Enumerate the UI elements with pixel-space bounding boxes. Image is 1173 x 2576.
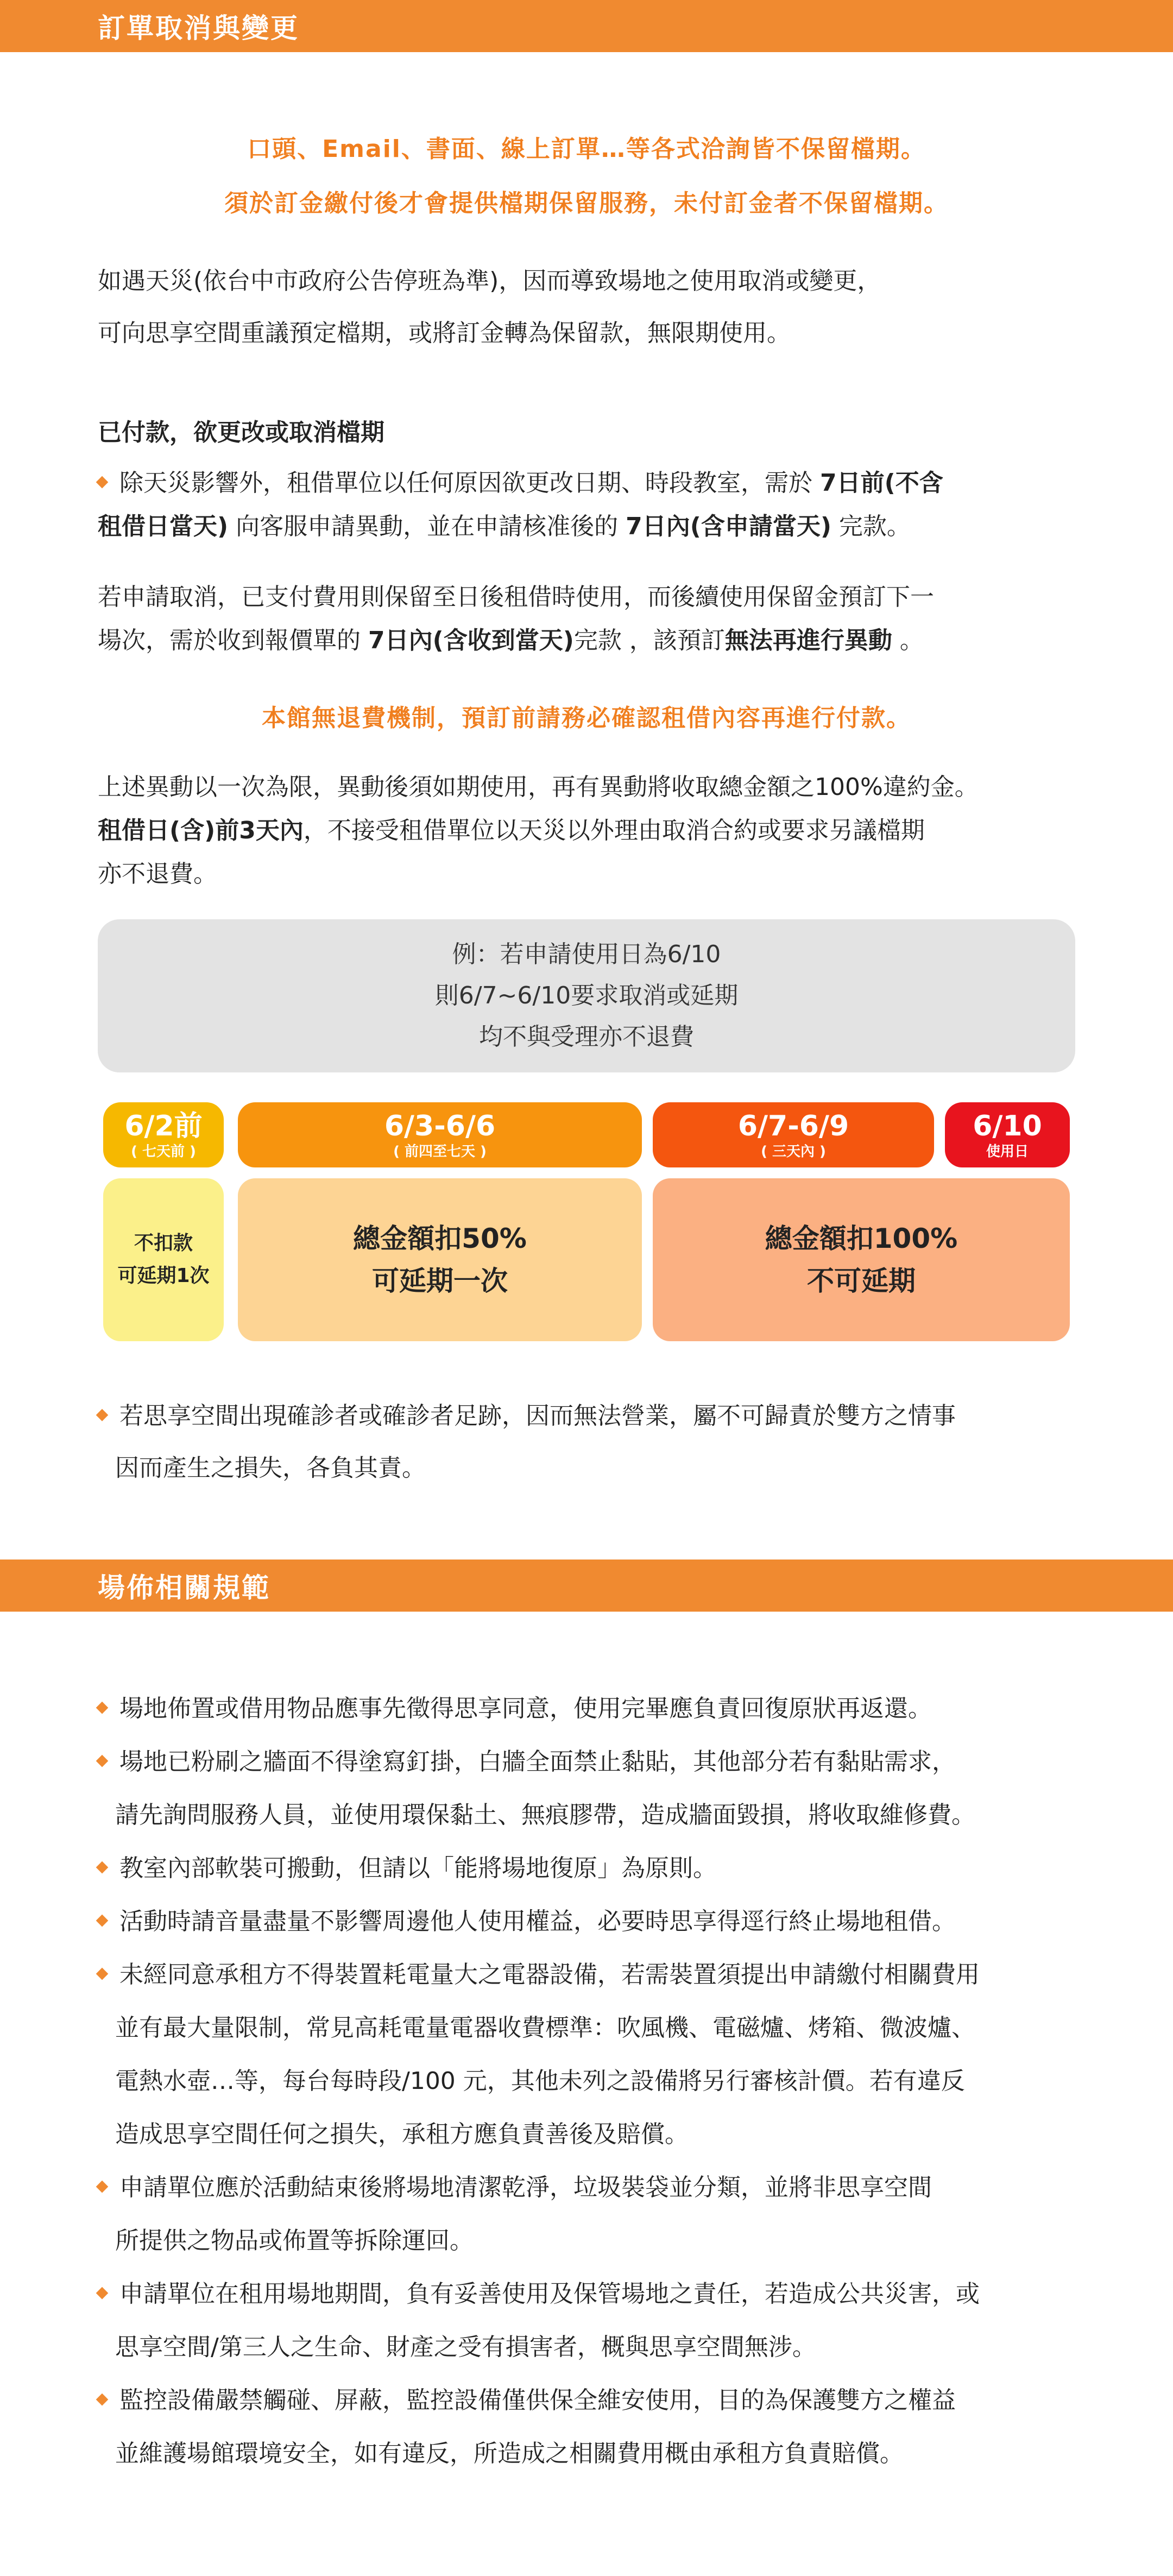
penalty-box (238, 1178, 642, 1341)
timeline-date: 6/7-6/9 (737, 1110, 849, 1142)
section-title: 場佈相關規範 (98, 1572, 270, 1603)
rules-list (98, 1682, 1140, 2480)
rule-line: 並有最大量限制，常見高耗電量電器收費標準：吹風機、電磁爐、烤箱、微波爐、 (115, 2014, 975, 2042)
text-run: ，不接受租借單位以天災以外理由取消合約或要求另議檔期 (303, 817, 925, 844)
paid-heading: 已付款，欲更改或取消檔期 (98, 419, 384, 446)
rule-item (98, 1682, 1140, 1735)
bold-run: 租借日當天) (98, 513, 229, 540)
diamond-bullet-icon (96, 1968, 109, 1980)
text-run: 除天災影響外，租借單位以任何原因欲更改日期、時段教室，需於 (119, 469, 820, 497)
rule-line: 場地已粉刷之牆面不得塗寫釘掛，白牆全面禁止黏貼，其他部分若有黏貼需求， (119, 1748, 956, 1776)
rule-line: 監控設備嚴禁觸碰、屏蔽，監控設備僅供保全維安使用，目的為保護雙方之權益 (119, 2386, 956, 2414)
cancel-paragraph (98, 576, 1130, 662)
text-run: 上述異動以一次為限，異動後須如期使用，再有異動將收取總金額之100%違約金。 (98, 773, 979, 801)
rule-item (98, 2374, 1140, 2480)
change-paragraph (98, 462, 1130, 548)
penalty-box (653, 1178, 1070, 1341)
diamond-bullet-icon (96, 1861, 109, 1874)
text-run: 若申請取消，已支付費用則保留至日後租借時使用，而後續使用保留金預訂下一 (98, 583, 934, 611)
example-line: 例：若申請使用日為6/10 (452, 940, 721, 968)
bold-run: 無法再進行異動 (724, 627, 892, 654)
diamond-bullet-icon (96, 476, 109, 489)
rule-line: 未經同意承租方不得裝置耗電量大之電器設備，若需裝置須提出申請繳付相關費用 (119, 1961, 980, 1988)
rule-item (98, 2268, 1140, 2374)
text-run: 完款。 (831, 513, 911, 540)
penalty-line: 總金額扣100% (765, 1223, 958, 1254)
diamond-bullet-icon (96, 1915, 109, 1927)
text-run: 。 (892, 627, 924, 654)
timeline-pill (103, 1102, 224, 1167)
diamond-bullet-icon (96, 2287, 109, 2300)
rule-line: 電熱水壺…等，每台每時段/100 元，其他未列之設備將另行審核計價。若有違反 (115, 2067, 965, 2095)
timeline-sub: 使用日 (986, 1144, 1029, 1160)
rule-item (98, 1948, 1140, 2161)
intro-line: 可向思享空間重議預定檔期，或將訂金轉為保留款，無限期使用。 (98, 319, 791, 347)
diamond-bullet-icon (96, 2181, 109, 2193)
notice-no-refund: 本館無退費機制，預訂前請務必確認租借內容再進行付款。 (262, 704, 911, 732)
rule-line: 申請單位在租用場地期間，負有妥善使用及保管場地之責任，若造成公共災害，或 (119, 2280, 980, 2308)
intro-line: 如遇天災(依台中市政府公告停班為準)，因而導致場地之使用取消或變更， (98, 267, 881, 295)
rule-line: 申請單位應於活動結束後將場地清潔乾淨，垃圾裝袋並分類，並將非思享空間 (119, 2174, 932, 2201)
example-line: 均不與受理亦不退費 (479, 1023, 694, 1051)
covid-paragraph (98, 1390, 1130, 1494)
timeline-sub: ( 七天前 ) (131, 1144, 196, 1160)
text-run: 亦不退費。 (98, 860, 217, 888)
diamond-bullet-icon (96, 1755, 109, 1767)
example-box (98, 919, 1075, 1072)
rule-line: 並維護場館環境安全，如有違反，所造成之相關費用概由承租方負責賠償。 (115, 2440, 904, 2467)
penalty-box (103, 1178, 224, 1341)
section-title: 訂單取消與變更 (98, 12, 299, 44)
diamond-bullet-icon (96, 2394, 109, 2406)
diamond-bullet-icon (96, 1409, 109, 1422)
penalty-line: 不可延期 (807, 1265, 916, 1297)
bold-run: 租借日(含)前3天內 (98, 817, 304, 844)
notice-no-hold-inquiry: 口頭、Email、書面、線上訂單…等各式洽詢皆不保留檔期。 (247, 135, 926, 163)
diamond-bullet-icon (96, 1702, 109, 1714)
bold-run: 7日內(含收到當天) (368, 627, 574, 654)
penalty-line: 不扣款 (134, 1232, 193, 1254)
timeline-date: 6/3-6/6 (384, 1110, 496, 1142)
text-run: 若思享空間出現確診者或確診者足跡，因而無法營業，屬不可歸責於雙方之情事 (119, 1402, 956, 1430)
rule-line: 造成思享空間任何之損失，承租方應負責善後及賠償。 (115, 2120, 689, 2148)
timeline-date: 6/2前 (124, 1110, 203, 1142)
rule-line: 活動時請音量盡量不影響周邊他人使用權益，必要時思享得逕行終止場地租借。 (119, 1908, 956, 1935)
notice-deposit-required: 須於訂金繳付後才會提供檔期保留服務，未付訂金者不保留檔期。 (224, 190, 949, 217)
intro-paragraph (98, 255, 1130, 359)
rule-item (98, 1842, 1140, 1895)
rule-item (98, 1735, 1140, 1842)
limit-paragraph (98, 766, 1130, 896)
rule-line: 教室內部軟裝可搬動，但請以「能將場地復原」為原則。 (119, 1854, 717, 1882)
section-header-setup-rules (0, 1560, 1173, 1612)
penalty-line: 可延期一次 (372, 1265, 508, 1297)
timeline-pill (945, 1102, 1070, 1167)
rule-line: 請先詢問服務人員，並使用環保黏土、無痕膠帶，造成牆面毀損，將收取維修費。 (115, 1801, 975, 1829)
penalty-line: 可延期1次 (117, 1265, 210, 1287)
text-run: 因而產生之損失，各負其責。 (115, 1454, 426, 1482)
section-header-cancellation (0, 0, 1173, 52)
penalty-line: 總金額扣50% (353, 1223, 527, 1254)
rule-line: 所提供之物品或佈置等拆除運回。 (115, 2227, 474, 2255)
text-run: 完款 ，該預訂 (573, 627, 725, 654)
rule-item (98, 2161, 1140, 2268)
example-line: 則6/7~6/10要求取消或延期 (434, 982, 739, 1009)
rule-line: 思享空間/第三人之生命、財產之受有損害者，概與思享空間無涉。 (115, 2333, 816, 2361)
timeline-pill (238, 1102, 642, 1167)
bold-run: 7日內(含申請當天) (626, 513, 831, 540)
timeline-pill (653, 1102, 934, 1167)
bold-run: 7日前(不含 (819, 469, 943, 497)
rule-line: 場地佈置或借用物品應事先徵得思享同意，使用完畢應負責回復原狀再返還。 (119, 1695, 932, 1722)
text-run: 場次，需於收到報價單的 (98, 627, 368, 654)
timeline-date: 6/10 (973, 1110, 1042, 1142)
text-run: 向客服申請異動，並在申請核准後的 (228, 513, 626, 540)
timeline-sub: ( 前四至七天 ) (393, 1144, 487, 1160)
rule-item (98, 1895, 1140, 1948)
timeline-sub: ( 三天內 ) (761, 1144, 826, 1160)
